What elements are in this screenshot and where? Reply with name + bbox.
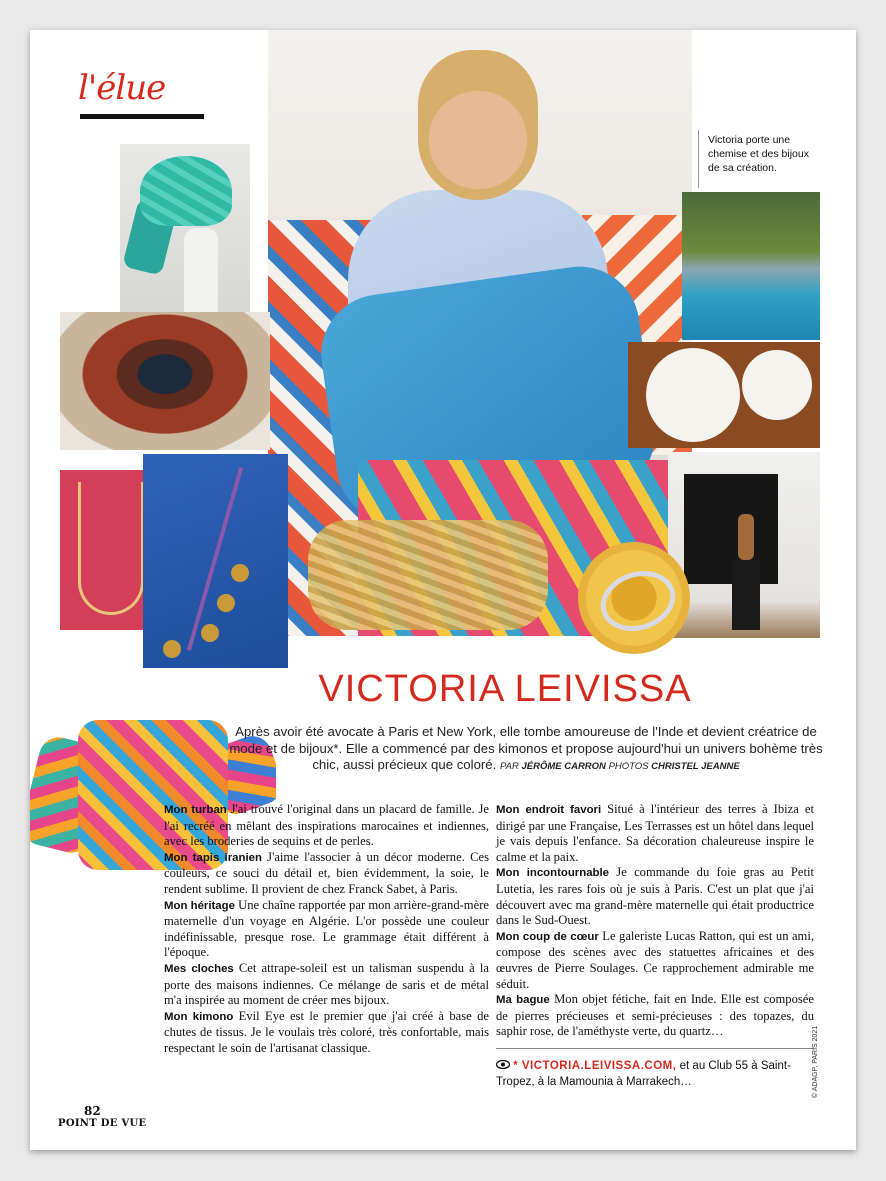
intro-paragraph [226,724,826,776]
paragraph [496,992,814,1040]
paragraph-lead: Mon coup de cœur [496,930,599,943]
paragraph [164,850,489,898]
foie-gras-photo [628,342,820,448]
magazine-page [30,30,856,1150]
magazine-name: POINT DE VUE [58,1118,147,1129]
art-gallery-photo [668,452,820,638]
paragraph-text: Mon objet fétiche, fait en Inde. Elle est composée de pierres précieuses et semi-précieuses : des topazes, du saphir rose, de l'améthyste verte, du quartz… [496,992,814,1039]
paragraph-text: Je commande du foie gras au Petit Lutetia, les rares fois où je suis à Paris. C'est un plat que j'ai découvert avec ma grand-mère maternelle qui était productrice dans le Sud-Ouest. [496,865,814,928]
paragraph-lead: Mon incontournable [496,867,609,880]
paragraph [164,961,489,1009]
paragraph-lead: Mon endroit favori [496,804,602,816]
footer-rule [496,1048,814,1049]
paragraph [496,802,814,865]
copyright-notice: © ADAGP, PARIS 2021 [812,1025,819,1098]
paragraph [164,1009,489,1057]
paragraph-text: Situé à l'intérieur des terres à Ibiza et dirigé par une Française, Les Terrasses est un hôtel dans lequel je vais depuis l'enfance. Sa décoration chaleureuse inspire le calme et la paix. [496,802,814,864]
intro-text: Après avoir été avocate à Paris et New York, elle tombe amoureuse de l'Inde et devient créatrice de mode et de bijoux*. Elle a commencé par des kimonos et propose aujourd'hui un univers bohème très chic, aussi précieux que coloré. [229,724,823,772]
caption-rule [698,130,699,188]
rubric-underline [80,114,204,119]
ring-photo [578,542,690,654]
rug-photo [60,312,270,450]
byline-photos: PHOTOS [608,761,649,772]
bells-photo [143,454,288,668]
paragraph-text: Evil Eye est le premier que j'ai créé à base de chutes de tissus. Je le voulais très coloré, très confortable, mais respectant le soin de l'artisanat classique. [164,1008,489,1055]
turban-photo [120,144,250,314]
paragraph [496,929,814,992]
byline-photographer: CHRISTEL JEANNE [651,761,740,772]
pool-photo [682,192,820,340]
paragraph-lead: Mon héritage [164,899,235,912]
paragraph-lead: Mon tapis iranien [164,851,262,864]
paragraph [164,898,489,961]
page-number: 82 [84,1104,101,1118]
paragraph-text: J'ai trouvé l'original dans un placard de famille. Je l'ai recréé en mêlant des inspirations marocaines et indiennes, avec les broderies de sequins et de perles. [164,802,489,849]
paragraph-lead: Mes cloches [164,962,234,975]
section-rubric: l'élue [78,68,166,108]
paragraph-lead: Mon kimono [164,1010,234,1023]
photo-caption: Victoria porte une chemise et des bijoux de sa création. [708,134,809,174]
page-title: VICTORIA LEIVISSA [318,668,692,710]
paragraph-text: Cet attrape-soleil est un talisman suspendu à la porte des maisons indiennes. Ce mélange de saris et de métal m'a inspirée au moment de créer mes bijoux. [164,960,489,1008]
footer-text: et au Club 55 à Saint-Tropez, à la Mamounia à Marrakech… [496,1060,791,1088]
paragraph-lead: Ma bague [496,994,550,1007]
paragraph [164,802,489,850]
paragraph-text: Une chaîne rapportée par mon arrière-grand-mère maternelle d'un voyage en Algérie. L'or possède une couleur indéfinissable, presque rose. Le grammage était différent à l'époque. [164,897,489,960]
paragraph-text: Le galeriste Lucas Ratton, qui est un ami, compose des scènes avec des statuettes africaines et des œuvres de Pierre Soulages. Ce rapprochement admirable me séduit. [496,928,814,991]
eye-icon [496,1060,510,1072]
byline-author: JÉRÔME CARRON [521,761,606,772]
byline-par: PAR [499,761,519,772]
left-column [164,802,489,1057]
byline [500,761,740,772]
footer-note [496,1058,814,1090]
paragraph [496,865,814,928]
paragraph-text: J'aime l'associer à un décor moderne. Ces couleurs, ce souci du détail et, bien évidemment, la soie, le rendent sublime. Il provient de chez Franck Sabet, à Paris. [164,849,489,896]
paragraph-lead: Mon turban [164,804,227,816]
website-link[interactable]: * VICTORIA.LEIVISSA.COM, [513,1060,677,1072]
right-column [496,802,814,1040]
